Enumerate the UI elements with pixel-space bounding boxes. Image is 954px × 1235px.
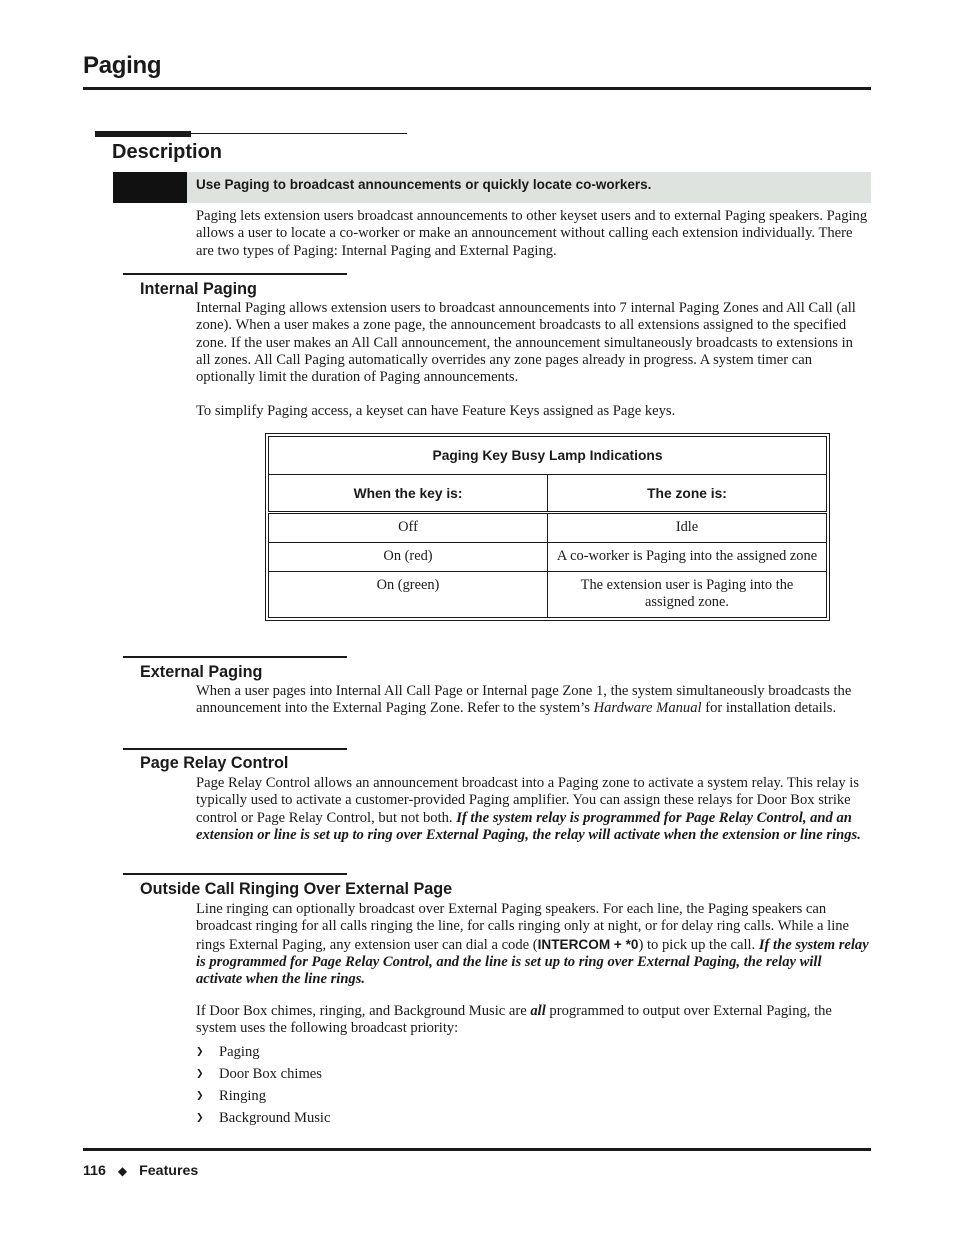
- bullet-icon: ❯: [196, 1047, 204, 1057]
- summary-marker: [113, 172, 187, 203]
- title-rule: [83, 87, 871, 90]
- internal-paging-heading: Internal Paging: [140, 280, 257, 298]
- page-relay-heading: Page Relay Control: [140, 754, 289, 772]
- table-cell: The extension user is Paging into the assigned zone.: [548, 572, 827, 618]
- bullet-icon: ❯: [196, 1069, 204, 1079]
- table-cell: On (green): [269, 572, 548, 618]
- priority-list: [196, 1041, 330, 1129]
- internal-paging-paragraph: Internal Paging allows extension users to broadcast announcements into 7 internal Paging Zones and All Call (all zone). When a user makes a zone page, the announcement broadcasts to all extensions assigned to the specified zone. If the user makes an All Call announcement, the announcement simultaneously broadcasts to extensions in all zones. All Call Paging automatically overrides any zone pages already in progress. A system timer can optionally limit the duration of Paging announcements.: [196, 300, 856, 386]
- table-cell: A co-worker is Paging into the assigned zone: [548, 543, 827, 572]
- page-relay-paragraph: Page Relay Control allows an announcement broadcast into a Paging zone to activate a system relay. This relay is typically used to activate a customer-provided Paging amplifier. You can assign these relays for Door Box strike control or Page Relay Control, but not both. If the system relay is programmed for Page Relay Control, and an extension or line is set up to ring over External Paging, the relay will activate when the extension or line rings.: [196, 775, 861, 843]
- subsection-rule: [123, 873, 347, 875]
- section-rule-thin: [95, 133, 407, 134]
- footer-section: Features: [139, 1163, 199, 1179]
- external-paging-heading: External Paging: [140, 663, 263, 681]
- table-header-zone: The zone is:: [548, 475, 827, 513]
- table-caption: Paging Key Busy Lamp Indications: [269, 437, 827, 475]
- bullet-icon: ❯: [196, 1091, 204, 1101]
- outside-ringing-paragraph: Line ringing can optionally broadcast over External Paging speakers. For each line, the Paging speakers can broadcast ringing for all calls ringing the line, for calls ringing only at night, or for delay ring calls. While a line rings External Paging, any extension user can dial a code (INTERCOM + *0) to pick up the call. If the system relay is programmed for Page Relay Control, and the line is set up to ring over External Paging, the relay will activate when the line rings.: [196, 901, 869, 988]
- page-title: Paging: [83, 52, 162, 79]
- diamond-icon: ◆: [117, 1164, 128, 1178]
- table-cell: Off: [269, 513, 548, 543]
- priority-intro-paragraph: If Door Box chimes, ringing, and Background Music are all programmed to output over External Paging, the system uses the following broadcast priority:: [196, 1003, 832, 1037]
- bullet-icon: ❯: [196, 1113, 204, 1123]
- subsection-rule: [123, 656, 347, 658]
- summary-text: Use Paging to broadcast announcements or quickly locate co-workers.: [196, 177, 652, 192]
- page-relay-emphasis: If the system relay is programmed for Page Relay Control, and an extension or line is set up to ring over External Paging, the relay will activate when the extension or line rings.: [196, 809, 861, 843]
- internal-paging-note: To simplify Paging access, a keyset can have Feature Keys assigned as Page keys.: [196, 403, 676, 419]
- list-item: ❯ Ringing: [196, 1085, 330, 1107]
- section-title: Description: [112, 141, 223, 163]
- list-item: ❯ Paging: [196, 1041, 330, 1063]
- subsection-rule: [123, 748, 347, 750]
- table-row: [269, 543, 827, 572]
- table-cell: Idle: [548, 513, 827, 543]
- table-row: [269, 513, 827, 543]
- list-item: ❯ Background Music: [196, 1107, 330, 1129]
- page-number: 116: [83, 1163, 106, 1179]
- intro-paragraph: Paging lets extension users broadcast announcements to other keyset users and to external Paging speakers. Paging allows a user to locate a co-worker or make an announcement without calling each extension individually. There are two types of Paging: Internal Paging and External Paging.: [196, 208, 868, 259]
- intercom-code: INTERCOM + *0: [537, 936, 639, 952]
- hardware-manual-reference: Hardware Manual: [593, 700, 702, 717]
- list-item: ❯ Door Box chimes: [196, 1063, 330, 1085]
- external-paging-paragraph: When a user pages into Internal All Call Page or Internal page Zone 1, the system simultaneously broadcasts the announcement into the External Paging Zone. Refer to the system’s Hardware Manual for installation details.: [196, 683, 852, 717]
- outside-ringing-emphasis: If the system relay is programmed for Page Relay Control, and the line is set up to ring over External Paging, the relay will activate when the line rings.: [196, 936, 869, 988]
- table-row: [269, 572, 827, 618]
- section-rule-thick: [95, 131, 191, 137]
- table-cell: On (red): [269, 543, 548, 572]
- outside-ringing-heading: Outside Call Ringing Over External Page: [140, 880, 453, 898]
- subsection-rule: [123, 273, 347, 275]
- page-footer: [83, 1163, 198, 1179]
- table-header-key: When the key is:: [269, 475, 548, 513]
- footer-rule: [83, 1148, 871, 1151]
- lamp-indications-table: [265, 433, 830, 621]
